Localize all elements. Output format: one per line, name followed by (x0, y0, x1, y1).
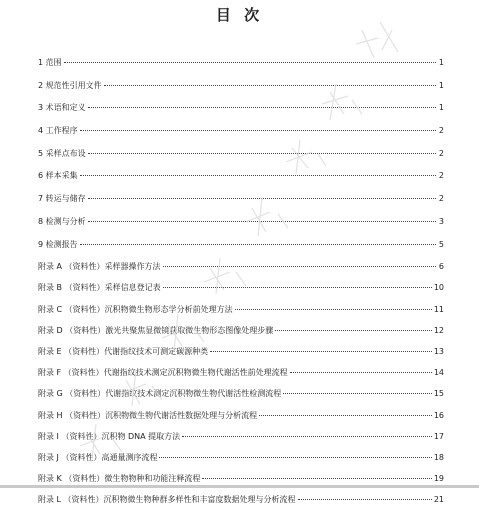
toc-entry-label: 附录 G （资料性）代谢指纹技术测定沉积物微生物代谢活性检测流程 (38, 389, 282, 399)
toc-leader (88, 153, 436, 154)
toc-entry-page: 17 (433, 431, 444, 441)
toc-entry-label: 附录 C （资料性）沉积物微生物形态学分析前处理方法 (38, 304, 233, 314)
toc-entry-label: 附录 K （资料性）微生物物种和功能注释流程 (38, 474, 201, 484)
toc-appendix-entry[interactable] (38, 262, 444, 272)
toc-entry-page: 16 (433, 410, 444, 420)
toc-leader (88, 198, 436, 199)
toc-entry-page: 12 (433, 325, 444, 335)
toc-entry-label: 附录 F （资料性）代谢指纹技术测定沉积物微生物代谢活性前处理流程 (38, 368, 288, 378)
toc-leader (88, 107, 436, 108)
toc-appendix-entry[interactable] (38, 347, 444, 357)
toc-entry-label: 附录 B （资料性）采样信息登记表 (38, 283, 161, 293)
toc-leader (64, 62, 436, 63)
toc-leader (202, 478, 431, 479)
toc-entry-page: 1 (438, 103, 444, 113)
toc-leader (235, 309, 432, 310)
toc-entry[interactable] (38, 194, 444, 204)
toc-appendix-entry[interactable] (38, 411, 444, 421)
toc-entry-page: 18 (433, 452, 444, 462)
toc-entry[interactable] (38, 81, 444, 91)
toc-leader (283, 393, 432, 394)
toc-entry-page: 2 (438, 148, 444, 158)
toc-leader (182, 436, 432, 437)
toc-entry-page: 5 (438, 239, 444, 249)
toc-leader (159, 457, 431, 458)
toc-entry-page: 2 (438, 171, 444, 181)
toc-entry[interactable] (38, 171, 444, 181)
toc-entry-label: 附录 A （资料性）采样器操作方法 (38, 262, 161, 272)
toc-entry-label: 1 范围 (38, 58, 62, 67)
toc-leader (88, 221, 436, 222)
toc-appendix-entry[interactable] (38, 495, 444, 505)
toc-leader (275, 330, 432, 331)
toc-appendix-entry[interactable] (38, 474, 444, 484)
toc-entry-page: 10 (433, 283, 444, 293)
toc-entry-label: 附录 D （资料性）激光共聚焦显微镜获取微生物形态图像处理步骤 (38, 325, 274, 335)
toc-entry-page: 19 (433, 474, 444, 484)
toc-entry-label: 附录 L （资料性）沉积物微生物种群多样性和丰富度数据处理与分析流程 (38, 495, 296, 505)
toc-entry-page: 3 (438, 216, 444, 226)
toc-entry-label: 9 检测报告 (38, 239, 78, 249)
toc-entry-label: 2 规范性引用文件 (38, 80, 102, 90)
toc-leader (163, 266, 436, 267)
toc-appendix-entry[interactable] (38, 368, 444, 378)
toc-entry-label: 附录 I （资料性）沉积物 DNA 提取方法 (38, 431, 181, 441)
toc-entry-label: 8 检测与分析 (38, 216, 86, 226)
toc-list (38, 58, 444, 516)
toc-appendix-entry[interactable] (38, 305, 444, 315)
toc-entry[interactable] (38, 126, 444, 136)
toc-appendix-entry[interactable] (38, 389, 444, 399)
toc-entry-page: 11 (433, 304, 444, 314)
toc-entry-label: 附录 J （资料性）高通量测序流程 (38, 452, 158, 462)
toc-leader (298, 499, 432, 500)
toc-appendix-entry[interactable] (38, 283, 444, 293)
toc-entry-label: 附录 H （资料性）沉积物微生物代谢活性数据处理与分析流程 (38, 410, 258, 420)
toc-leader (259, 415, 432, 416)
toc-leader (104, 85, 436, 86)
toc-leader (80, 175, 436, 176)
toc-leader (80, 130, 436, 131)
toc-entry-label: 7 转运与储存 (38, 194, 86, 204)
toc-entry-label: 6 样本采集 (38, 171, 78, 181)
toc-entry-page: 13 (433, 346, 444, 356)
toc-entry-label: 3 术语和定义 (38, 103, 86, 113)
toc-entry-page: 2 (438, 126, 444, 136)
toc-entry[interactable] (38, 240, 444, 250)
toc-appendix-entry[interactable] (38, 326, 444, 336)
toc-leader (290, 372, 432, 373)
toc-entry-label: 5 采样点布设 (38, 148, 86, 158)
toc-appendix-entry[interactable] (38, 432, 444, 442)
toc-leader (163, 287, 432, 288)
toc-entry-label: 4 工作程序 (38, 126, 78, 136)
toc-entry[interactable] (38, 103, 444, 113)
toc-entry[interactable] (38, 149, 444, 159)
toc-entry-page: 15 (433, 389, 444, 399)
toc-entry-page: 1 (438, 80, 444, 90)
page-title: 目 次 (215, 6, 264, 24)
toc-entry[interactable] (38, 58, 444, 68)
toc-entry-page: 1 (438, 58, 444, 67)
toc-entry[interactable] (38, 217, 444, 227)
toc-entry-page: 21 (433, 495, 444, 505)
toc-appendix-entry[interactable] (38, 453, 444, 463)
toc-leader (80, 244, 436, 245)
toc-entry-page: 14 (433, 368, 444, 378)
toc-entry-label: 附录 E （资料性）代谢指纹技术可测定碳源种类 (38, 346, 209, 356)
toc-entry-page: 6 (438, 262, 444, 272)
toc-entry-page: 2 (438, 194, 444, 204)
toc-leader (210, 351, 432, 352)
